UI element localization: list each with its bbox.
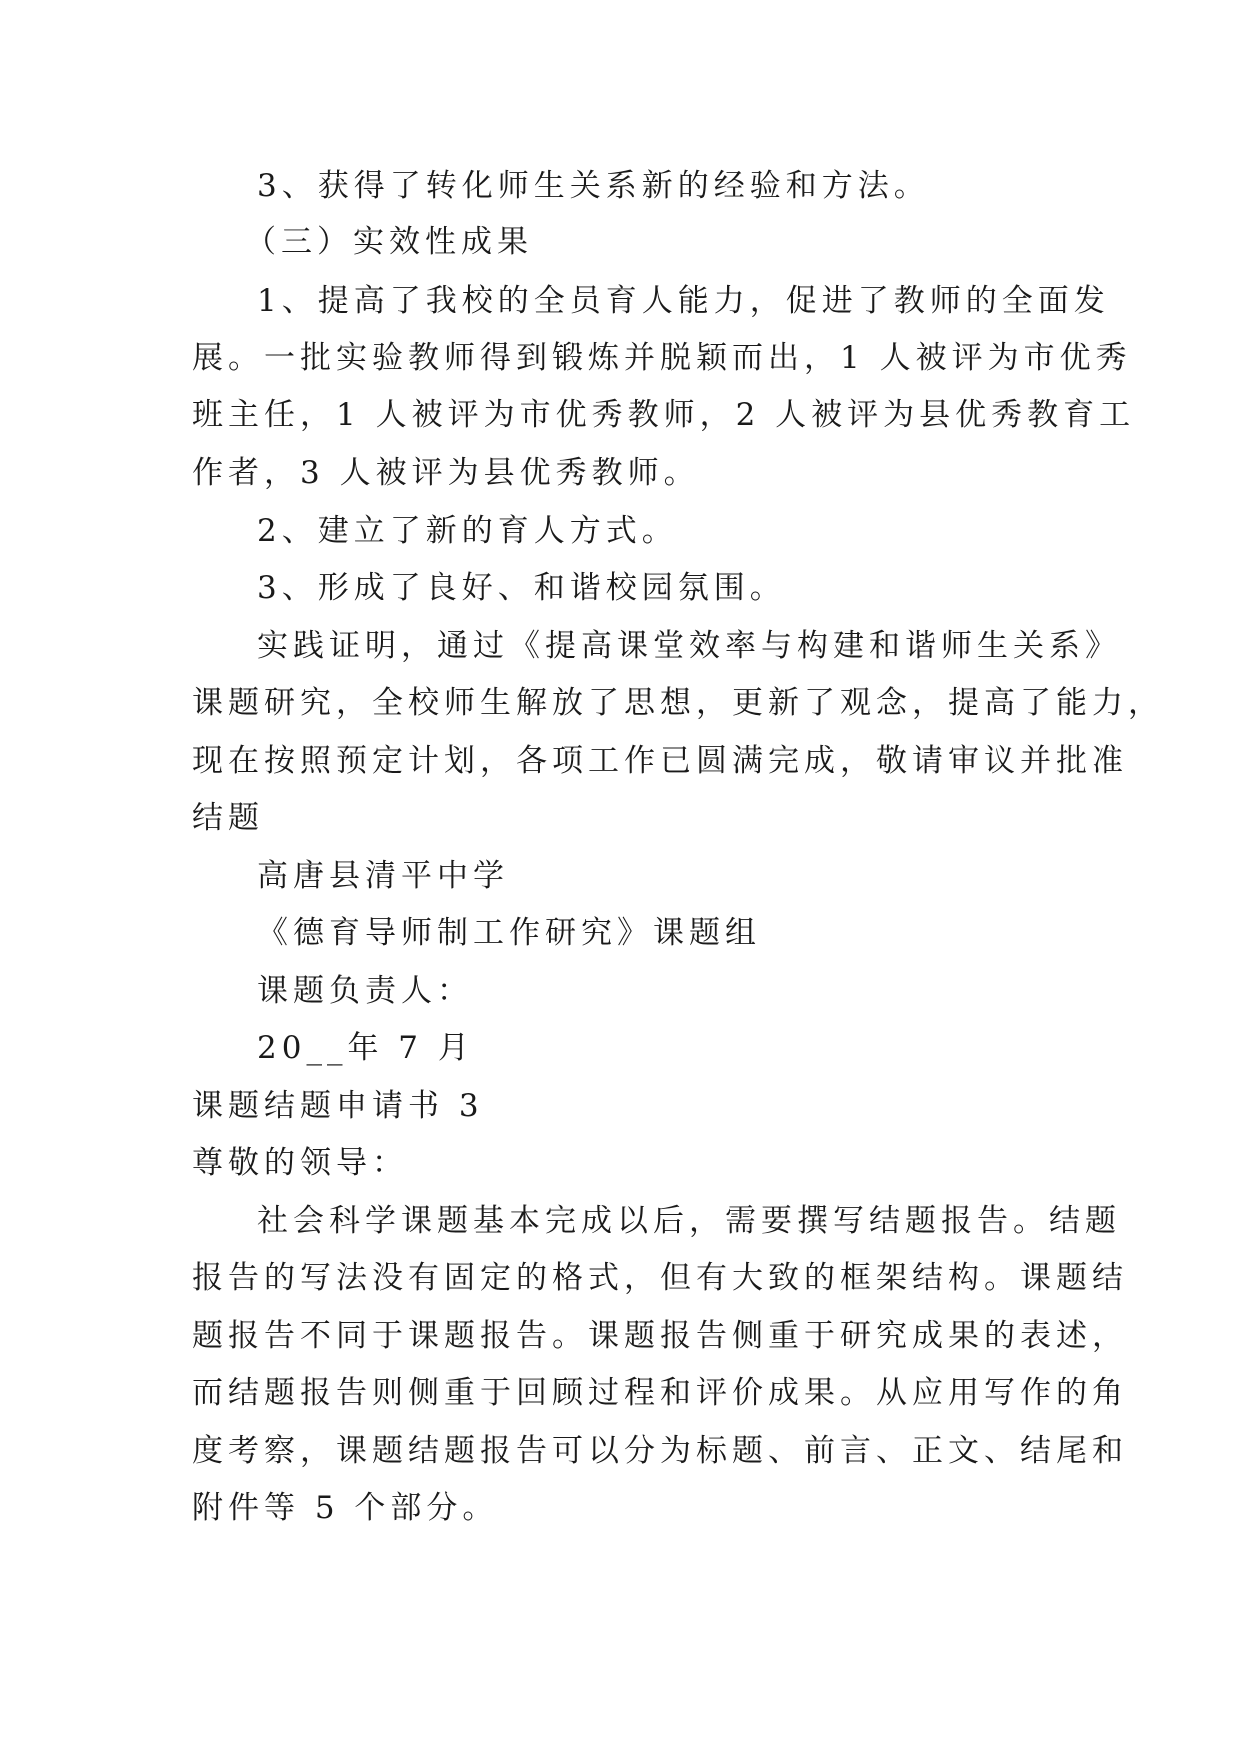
paragraph-line: 社会科学课题基本完成以后，需要撰写结题报告。结题 [257,1203,1121,1239]
paragraph-line: 2、建立了新的育人方式。 [257,513,678,549]
paragraph-line: 现在按照预定计划，各项工作已圆满完成，敬请审议并批准 [192,743,1128,779]
paragraph-line: 展。一批实验教师得到锻炼并脱颖而出，1 人被评为市优秀 [192,340,1132,376]
paragraph-line: 题报告不同于课题报告。课题报告侧重于研究成果的表述， [192,1318,1128,1354]
paragraph-line: 度考察，课题结题报告可以分为标题、前言、正文、结尾和 [192,1433,1128,1469]
paragraph-line: 实践证明，通过《提高课堂效率与构建和谐师生关系》 [257,628,1121,664]
section-title: 课题结题申请书 3 [192,1088,484,1124]
section-heading: （三）实效性成果 [245,224,533,260]
paragraph-line: 作者，3 人被评为县优秀教师。 [192,455,700,491]
paragraph-line: 3、形成了良好、和谐校园氛围。 [257,570,786,606]
salutation: 尊敬的领导： [192,1145,408,1181]
paragraph-line: 附件等 5 个部分。 [192,1490,499,1526]
paragraph-line: 课题研究，全校师生解放了思想，更新了观念，提高了能力， [192,685,1164,721]
signature-leader: 课题负责人： [257,973,473,1009]
signature-date: 20__年 7 月 [257,1030,474,1066]
signature-school: 高唐县清平中学 [257,858,509,894]
paragraph-line: 报告的写法没有固定的格式，但有大致的框架结构。课题结 [192,1260,1128,1296]
paragraph-line: 班主任，1 人被评为市优秀教师，2 人被评为县优秀教育工 [192,397,1136,433]
paragraph-line: 结题 [192,800,264,836]
paragraph-line: 1、提高了我校的全员育人能力，促进了教师的全面发 [257,283,1110,319]
signature-group: 《德育导师制工作研究》课题组 [257,915,761,951]
paragraph-line: 而结题报告则侧重于回顾过程和评价成果。从应用写作的角 [192,1375,1128,1411]
paragraph-line: 3、获得了转化师生关系新的经验和方法。 [257,168,930,204]
